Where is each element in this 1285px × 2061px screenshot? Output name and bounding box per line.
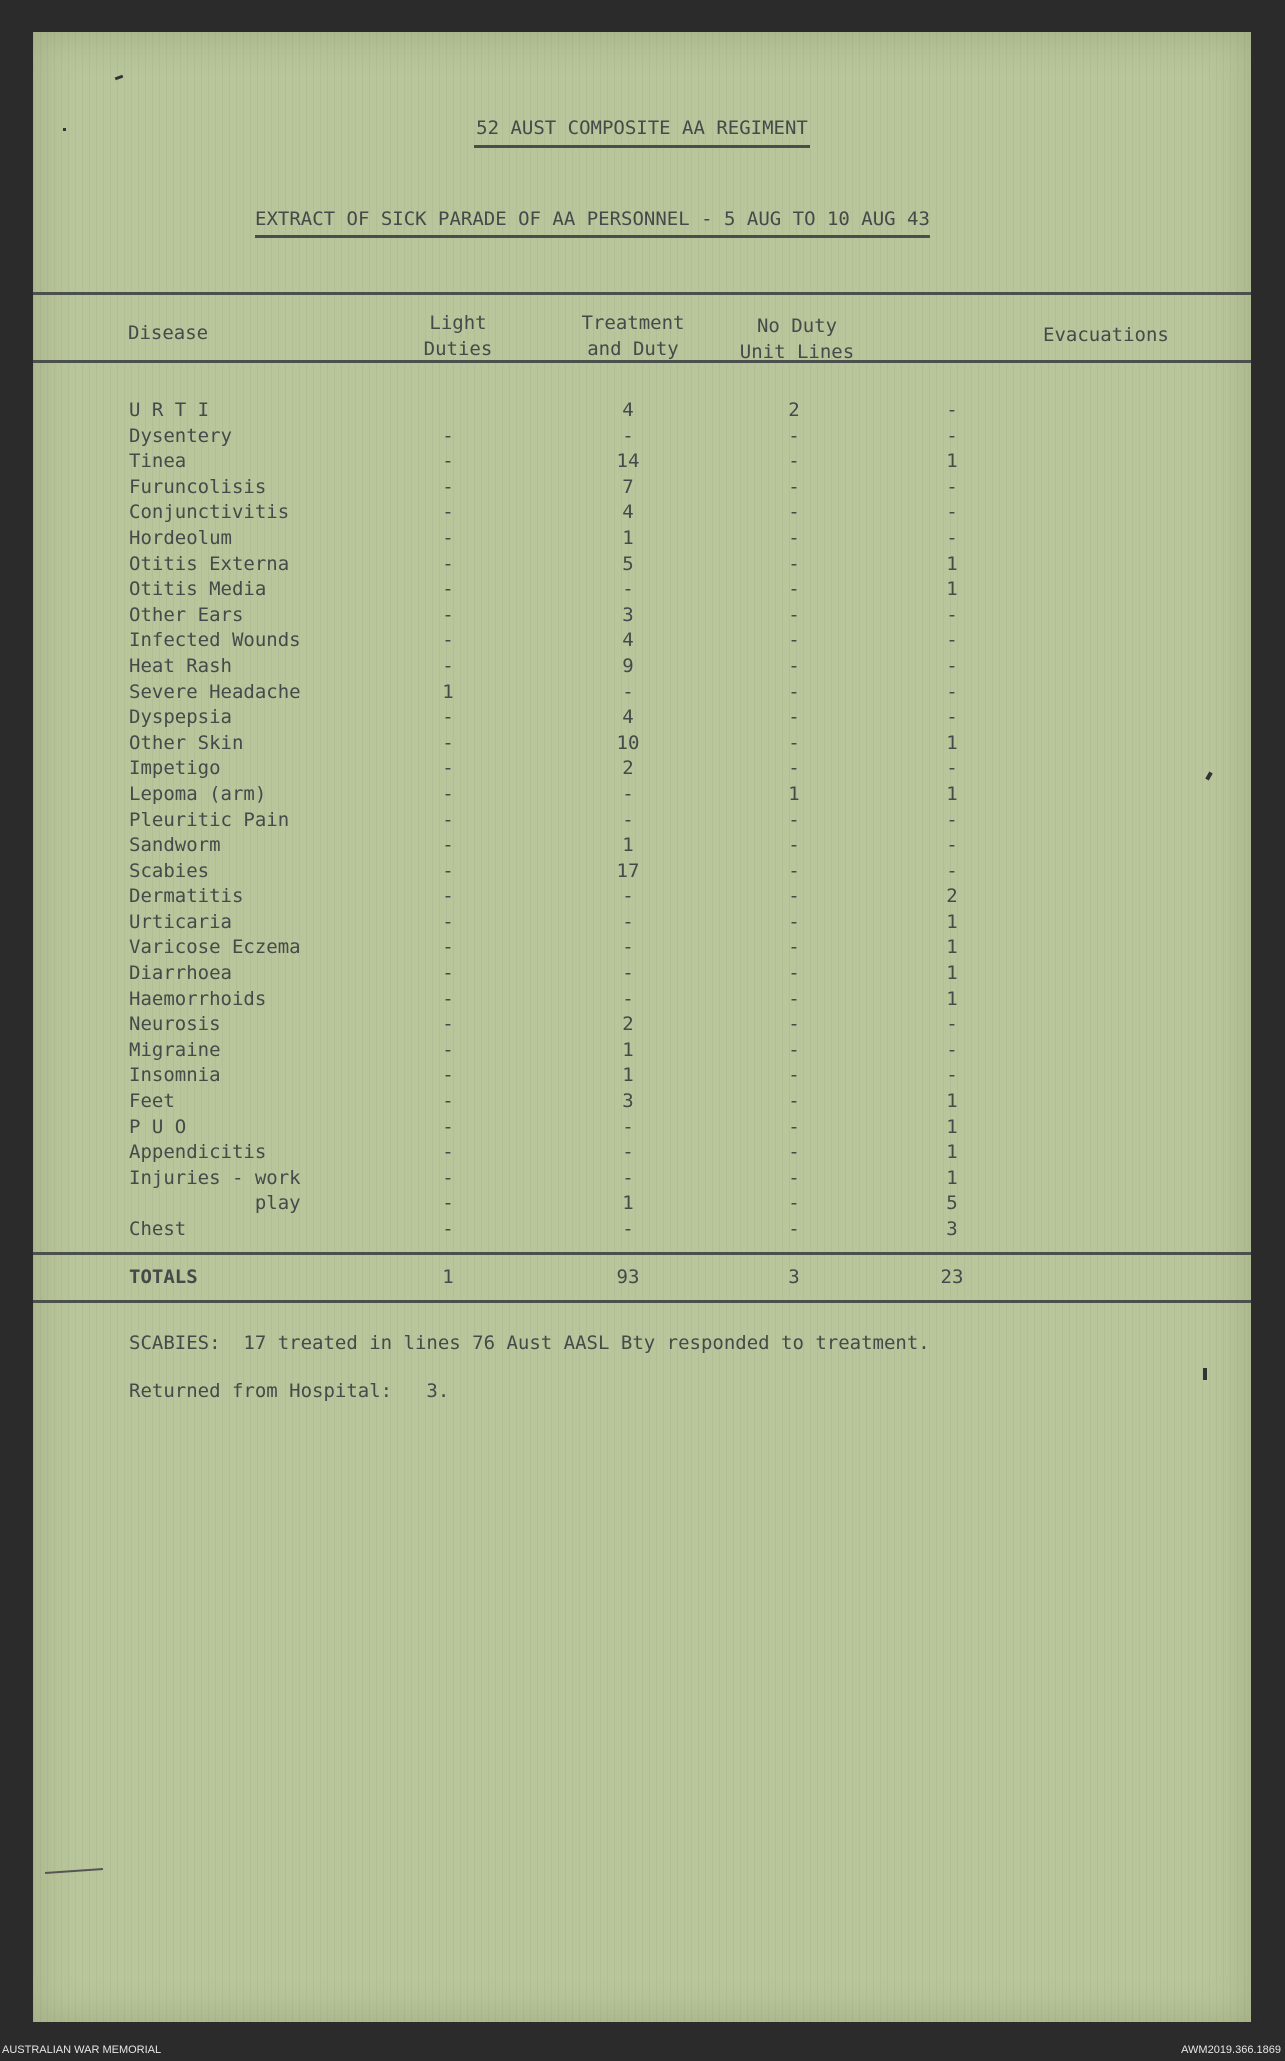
totals-top-rule [33,1252,1251,1255]
light-duties-cell: - [442,629,454,652]
disease-cell: Scabies [129,859,210,882]
disease-cell: Hordeolum [129,526,232,549]
column-header-disease [128,320,208,346]
light-duties-cell: - [442,424,454,447]
no-duty-cell: - [788,501,800,524]
light-duties-cell: - [442,603,454,626]
treatment-cell: 17 [616,859,640,882]
no-duty-cell: 1 [788,782,800,805]
table-row [33,603,1251,629]
disease-cell: Otitis Media [129,578,267,601]
column-header-noduty-line2: Unit Lines [739,341,855,363]
disease-cell: Sandworm [129,834,221,857]
ink-speck-mark [115,75,124,81]
document-subtitle [255,208,930,238]
treatment-cell: - [622,680,634,703]
ink-speck-mark [63,128,66,131]
treatment-cell: 1 [622,526,634,549]
light-duties-cell: - [442,706,454,729]
no-duty-cell: - [788,475,800,498]
light-duties-cell: - [442,1166,454,1189]
column-header-noduty-line1: No Duty [756,315,838,337]
no-duty-cell: - [788,1115,800,1138]
totals-evacuations: 23 [940,1266,964,1288]
disease-cell: Diarrhoea [129,962,232,985]
treatment-cell: - [622,782,634,805]
light-duties-cell: - [442,552,454,575]
no-duty-cell: - [788,1013,800,1036]
table-row [33,1217,1251,1243]
returned-from-hospital-note: Returned from Hospital: 3. [129,1380,450,1402]
disease-cell: Urticaria [129,910,232,933]
disease-cell: Impetigo [129,757,221,780]
no-duty-cell: - [788,629,800,652]
evacuations-cell: - [946,1038,958,1061]
treatment-cell: 1 [622,834,634,857]
no-duty-cell: - [788,834,800,857]
table-row [33,833,1251,859]
evacuations-cell: 1 [946,1090,958,1113]
no-duty-cell: - [788,808,800,831]
evacuations-cell: 1 [946,578,958,601]
disease-cell: Neurosis [129,1013,221,1036]
evacuations-cell: - [946,1064,958,1087]
light-duties-cell: - [442,962,454,985]
no-duty-cell: - [788,1141,800,1164]
light-duties-cell: - [442,1192,454,1215]
treatment-cell: 4 [622,399,634,421]
evacuations-cell: 1 [946,1115,958,1138]
document-title-text: 52 AUST COMPOSITE AA REGIMENT [474,117,810,148]
disease-cell: U R T I [129,399,210,421]
treatment-cell: 10 [616,731,640,754]
evacuations-cell: 2 [946,885,958,908]
disease-cell: Other Skin [129,731,244,754]
treatment-cell: 4 [622,629,634,652]
light-duties-cell: - [442,578,454,601]
light-duties-cell: - [442,475,454,498]
column-header-no-duty [727,313,867,365]
table-top-rule [33,292,1251,295]
column-header-light-line1: Light [429,312,487,334]
disease-cell: Insomnia [129,1064,221,1087]
evacuations-cell: 5 [946,1192,958,1215]
no-duty-cell: - [788,962,800,985]
treatment-cell: 1 [622,1038,634,1061]
table-row [33,756,1251,782]
no-duty-cell: 2 [788,399,800,421]
table-row [33,654,1251,680]
table-row [33,475,1251,501]
treatment-cell: 1 [622,1064,634,1087]
column-header-light-line2: Duties [423,338,493,360]
table-row [33,500,1251,526]
pencil-stroke-mark [45,1868,103,1874]
no-duty-cell: - [788,680,800,703]
no-duty-cell: - [788,885,800,908]
no-duty-cell: - [788,987,800,1010]
no-duty-cell: - [788,859,800,882]
treatment-cell: - [622,578,634,601]
light-duties-cell: - [442,654,454,677]
treatment-cell: 1 [622,1192,634,1215]
treatment-cell: - [622,1115,634,1138]
light-duties-cell: - [442,501,454,524]
light-duties-cell: - [442,1064,454,1087]
evacuations-cell: - [946,603,958,626]
totals-treatment: 93 [616,1266,640,1288]
no-duty-cell: - [788,1192,800,1215]
credit-right: AWM2019.366.1869 [1181,2044,1281,2056]
no-duty-cell: - [788,552,800,575]
table-row [33,1063,1251,1089]
disease-cell: Dermatitis [129,885,244,908]
evacuations-cell: 3 [946,1218,958,1240]
scabies-note: SCABIES: 17 treated in lines 76 Aust AASL Bty responded to treatment. [129,1332,930,1354]
table-body [33,398,1251,1243]
table-row [33,782,1251,808]
no-duty-cell: - [788,1038,800,1061]
totals-light-duties: 1 [442,1266,454,1288]
disease-cell: Otitis Externa [129,552,290,575]
totals-no-duty: 3 [788,1266,800,1288]
table-row [33,859,1251,885]
table-row [33,424,1251,450]
disease-cell: Tinea [129,450,187,473]
no-duty-cell: - [788,450,800,473]
table-row [33,987,1251,1013]
no-duty-cell: - [788,910,800,933]
column-header-evacuations [1043,322,1169,348]
light-duties-cell: - [442,1038,454,1061]
disease-cell: Feet [129,1090,175,1113]
light-duties-cell: - [442,808,454,831]
evacuations-cell: 1 [946,910,958,933]
column-header-disease-text: Disease [128,322,209,344]
column-header-treatment-line2: and Duty [587,338,679,360]
disease-cell: play [129,1192,301,1215]
evacuations-cell: 1 [946,731,958,754]
evacuations-cell: - [946,680,958,703]
table-row [33,577,1251,603]
disease-cell: Dyspepsia [129,706,232,729]
treatment-cell: - [622,885,634,908]
evacuations-cell: 1 [946,987,958,1010]
disease-cell: Varicose Eczema [129,936,301,959]
evacuations-cell: - [946,424,958,447]
no-duty-cell: - [788,936,800,959]
disease-cell: Chest [129,1218,187,1240]
disease-cell: Migraine [129,1038,221,1061]
table-row [33,910,1251,936]
treatment-cell: 3 [622,603,634,626]
treatment-cell: 2 [622,757,634,780]
light-duties-cell: - [442,782,454,805]
table-row [33,628,1251,654]
table-row [33,526,1251,552]
disease-cell: Conjunctivitis [129,501,290,524]
treatment-cell: 7 [622,475,634,498]
table-row [33,961,1251,987]
evacuations-cell: - [946,1013,958,1036]
light-duties-cell: - [442,450,454,473]
table-row [33,449,1251,475]
evacuations-cell: - [946,834,958,857]
document-title [33,117,1251,148]
light-duties-cell: - [442,885,454,908]
light-duties-cell: - [442,936,454,959]
document-page [33,32,1251,2022]
no-duty-cell: - [788,424,800,447]
disease-cell: Infected Wounds [129,629,301,652]
treatment-cell: 4 [622,706,634,729]
light-duties-cell: - [442,859,454,882]
evacuations-cell: - [946,706,958,729]
light-duties-cell: - [442,910,454,933]
light-duties-cell: - [442,1090,454,1113]
treatment-cell: - [622,1141,634,1164]
table-row [33,1166,1251,1192]
no-duty-cell: - [788,654,800,677]
column-header-treatment-line1: Treatment [581,312,685,334]
evacuations-cell: - [946,501,958,524]
table-row [33,884,1251,910]
treatment-cell: - [622,1166,634,1189]
evacuations-cell: - [946,629,958,652]
table-row [33,1012,1251,1038]
totals-row [33,1262,1251,1292]
disease-cell: Haemorrhoids [129,987,267,1010]
credit-left: AUSTRALIAN WAR MEMORIAL [2,2044,162,2056]
light-duties-cell: - [442,1141,454,1164]
table-row [33,398,1251,424]
evacuations-cell: 1 [946,936,958,959]
treatment-cell: 9 [622,654,634,677]
evacuations-cell: 1 [946,1166,958,1189]
table-row [33,1140,1251,1166]
light-duties-cell: - [442,987,454,1010]
disease-cell: Injuries - work [129,1166,301,1189]
disease-cell: Furuncolisis [129,475,267,498]
disease-cell: Dysentery [129,424,232,447]
light-duties-cell: - [442,757,454,780]
column-header-light-duties [408,310,508,362]
evacuations-cell: - [946,399,958,421]
table-row [33,552,1251,578]
light-duties-cell: 1 [442,680,454,703]
no-duty-cell: - [788,731,800,754]
no-duty-cell: - [788,578,800,601]
document-subtitle-text: EXTRACT OF SICK PARADE OF AA PERSONNEL - 5 AUG TO 10 AUG 43 [255,208,930,238]
no-duty-cell: - [788,1218,800,1240]
treatment-cell: - [622,424,634,447]
treatment-cell: 14 [616,450,640,473]
light-duties-cell: - [442,526,454,549]
table-row [33,731,1251,757]
evacuations-cell: 1 [946,782,958,805]
no-duty-cell: - [788,603,800,626]
table-row [33,1038,1251,1064]
treatment-cell: 3 [622,1090,634,1113]
light-duties-cell: - [442,1218,454,1240]
treatment-cell: 2 [622,1013,634,1036]
no-duty-cell: - [788,1064,800,1087]
totals-label: TOTALS [129,1266,198,1288]
column-header-treatment [563,310,703,362]
evacuations-cell: - [946,757,958,780]
light-duties-cell: - [442,1115,454,1138]
light-duties-cell: - [442,834,454,857]
light-duties-cell: - [442,1013,454,1036]
evacuations-cell: - [946,475,958,498]
no-duty-cell: - [788,526,800,549]
treatment-cell: - [622,808,634,831]
disease-cell: Heat Rash [129,654,232,677]
evacuations-cell: 1 [946,1141,958,1164]
treatment-cell: - [622,987,634,1010]
disease-cell: Appendicitis [129,1141,267,1164]
no-duty-cell: - [788,757,800,780]
table-row [33,1089,1251,1115]
ink-speck-mark [1203,1368,1207,1380]
treatment-cell: - [622,910,634,933]
disease-cell: Pleuritic Pain [129,808,290,831]
table-row [33,808,1251,834]
disease-cell: Severe Headache [129,680,301,703]
evacuations-cell: - [946,526,958,549]
column-header-evacuations-text: Evacuations [1043,324,1169,346]
disease-cell: P U O [129,1115,187,1138]
evacuations-cell: 1 [946,962,958,985]
evacuations-cell: - [946,859,958,882]
light-duties-cell: - [442,731,454,754]
no-duty-cell: - [788,1090,800,1113]
table-row [33,705,1251,731]
treatment-cell: 5 [622,552,634,575]
no-duty-cell: - [788,706,800,729]
table-row [33,1191,1251,1217]
disease-cell: Other Ears [129,603,244,626]
disease-cell: Lepoma (arm) [129,782,267,805]
treatment-cell: - [622,936,634,959]
treatment-cell: - [622,962,634,985]
evacuations-cell: 1 [946,450,958,473]
table-row [33,1115,1251,1141]
evacuations-cell: - [946,808,958,831]
treatment-cell: 4 [622,501,634,524]
evacuations-cell: 1 [946,552,958,575]
table-row [33,680,1251,706]
totals-bottom-rule [33,1300,1251,1303]
no-duty-cell: - [788,1166,800,1189]
treatment-cell: - [622,1218,634,1240]
evacuations-cell: - [946,654,958,677]
table-row [33,935,1251,961]
